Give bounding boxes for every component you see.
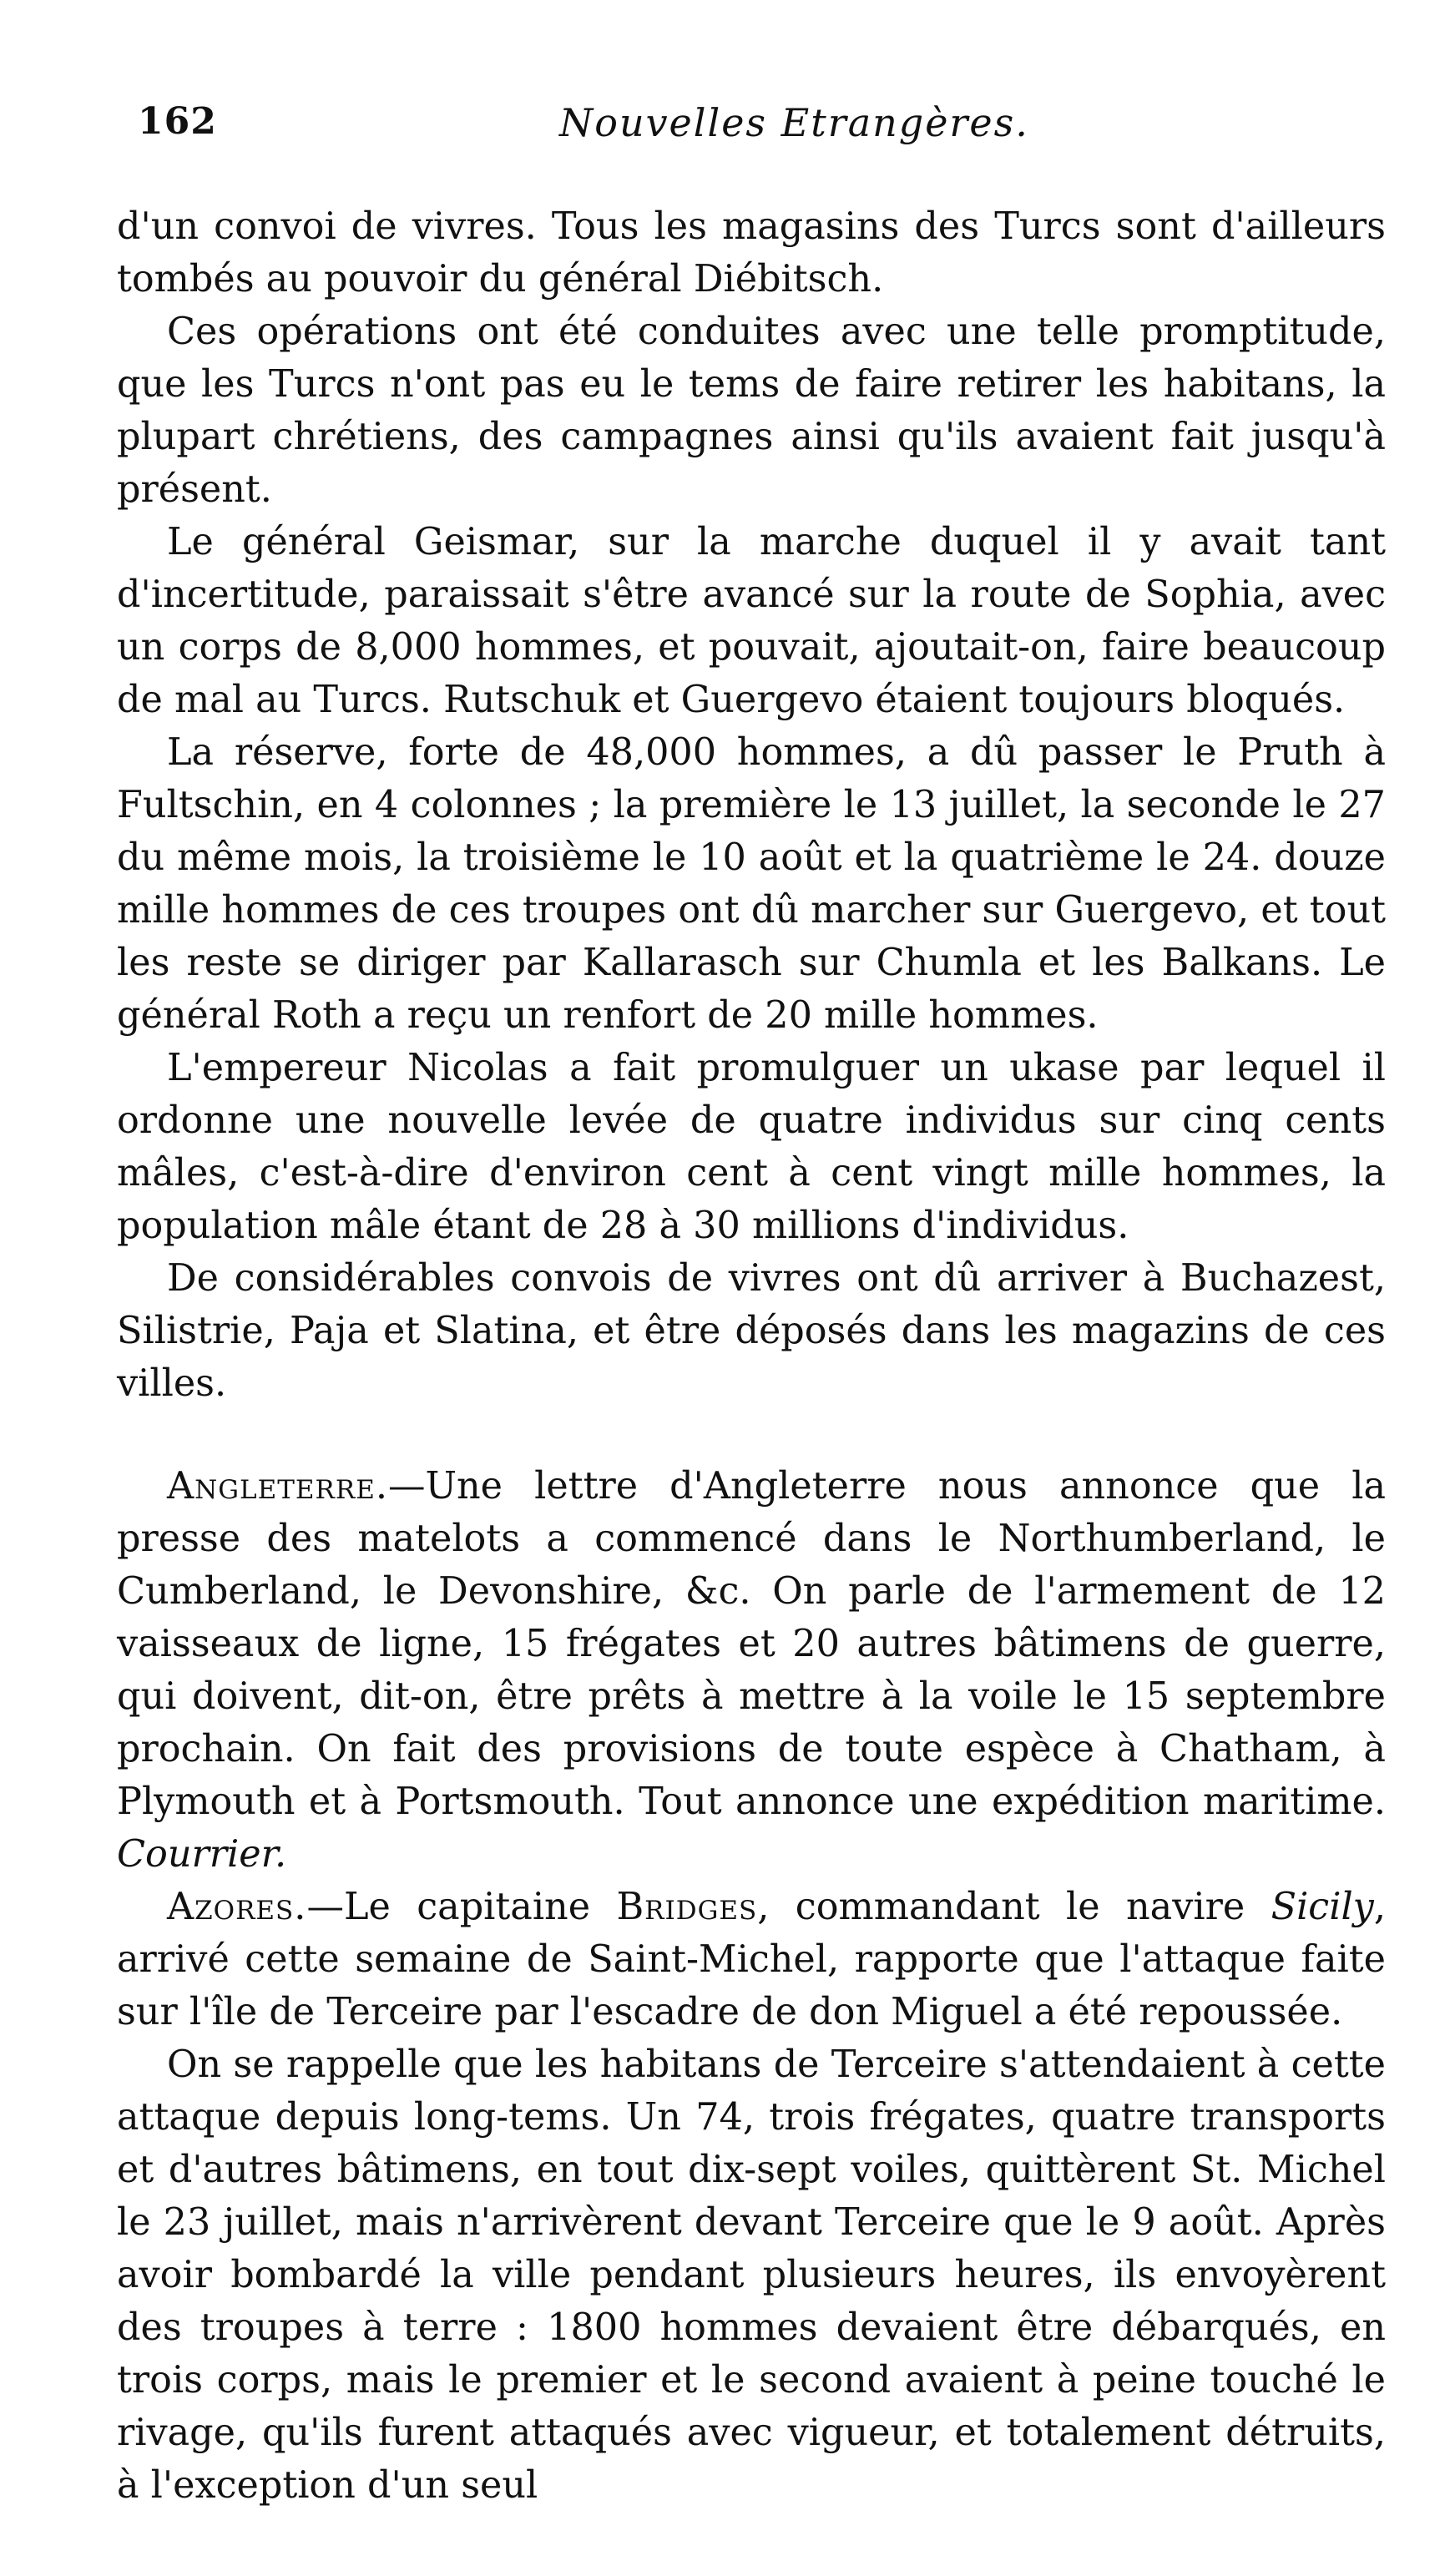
running-head: [117, 100, 1386, 167]
angleterre-paragraph: [117, 1460, 1386, 1881]
body-text: [117, 200, 1386, 2512]
paragraph-5: L'empereur Nicolas a fait promulguer un ukase par lequel il ordonne une nouvelle levée de quatre individus sur cinq cents mâles, c'est-à-dire d'environ cent à cent vingt mille hommes, la population mâle étant de 28 à 30 millions d'individus.: [117, 1047, 1386, 1247]
page-number: 162: [138, 100, 217, 143]
angleterre-heading: Angleterre.: [167, 1465, 389, 1508]
paragraph-3: Le général Geismar, sur la marche duquel il y avait tant d'incertitude, paraissait s'être avancé sur la route de Sophia, avec un corps de 8,000 hommes, et pouvait, ajoutait-on, faire beaucoup de mal au Turcs. Rutschuk et Guergevo étaient toujours bloqués.: [117, 521, 1386, 721]
azores-ship-name: Sicily: [1271, 1886, 1374, 1928]
paragraph-2: Ces opérations ont été conduites avec une telle promptitude, que les Turcs n'ont pas eu le tems de faire retirer les habitans, la plupart chrétiens, des campagnes ainsi qu'ils avaient fait jusqu'à présent.: [117, 311, 1386, 511]
book-page: [117, 100, 1386, 2512]
final-paragraph: On se rappelle que les habitans de Terceire s'attendaient à cette attaque depuis long-tems. Un 74, trois frégates, quatre transports et d'autres bâtimens, en tout dix-sept voiles, quittèrent St. Michel le 23 juillet, mais n'arrivèrent devant Terceire que le 9 août. Après avoir bombardé la ville pendant plusieurs heures, ils envoyèrent des troupes à terre : 1800 hommes devaient être débarqués, en trois corps, mais le premier et le second avaient à peine touché le rivage, qu'ils furent attaqués avec vigueur, et totalement détruits, à l'exception d'un seul: [117, 2043, 1386, 2507]
angleterre-source: Courrier.: [117, 1833, 287, 1876]
paragraph-1: d'un convoi de vivres. Tous les magasins des Turcs sont d'ailleurs tombés au pouvoir du général Diébitsch.: [117, 205, 1386, 301]
azores-captain-name: Bridges: [616, 1886, 758, 1928]
paragraph-4: La réserve, forte de 48,000 hommes, a dû passer le Pruth à Fultschin, en 4 colonnes ; la première le 13 juillet, la seconde le 27 du même mois, la troisième le 10 août et la quatrième le 24. douze mille hommes de ces troupes ont dû marcher sur Guergevo, et tout les reste se diriger par Kallarasch sur Chumla et les Balkans. Le général Roth a reçu un renfort de 20 mille hommes.: [117, 731, 1386, 1037]
paragraph-6: De considérables convois de vivres ont dû arriver à Buchazest, Silistrie, Paja et Slatina, et être déposés dans les magazins de ces villes.: [117, 1257, 1386, 1405]
azores-heading: Azores.: [167, 1886, 307, 1928]
azores-paragraph: [117, 1881, 1386, 2038]
azores-text-a: —Le capitaine: [306, 1886, 617, 1928]
angleterre-text: —Une lettre d'Angleterre nous annonce que la presse des matelots a commencé dans le Northumberland, le Cumberland, le Devonshire, &c. On parle de l'armement de 12 vaisseaux de ligne, 15 frégates et 20 autres bâtimens de guerre, qui doivent, dit-on, être prêts à mettre à la voile le 15 septembre prochain. On fait des provisions de toute espèce à Chatham, à Plymouth et à Portsmouth. Tout annonce une expédition maritime.: [117, 1465, 1386, 1823]
running-title: Nouvelles Etrangères.: [559, 100, 1029, 145]
azores-text-c: , arrivé cette semaine de Saint-Michel, rapporte que l'attaque faite sur l'île de Terceire par l'escadre de don Miguel a été repoussée.: [117, 1886, 1386, 2033]
azores-text-b: , commandant le navire: [757, 1886, 1271, 1928]
